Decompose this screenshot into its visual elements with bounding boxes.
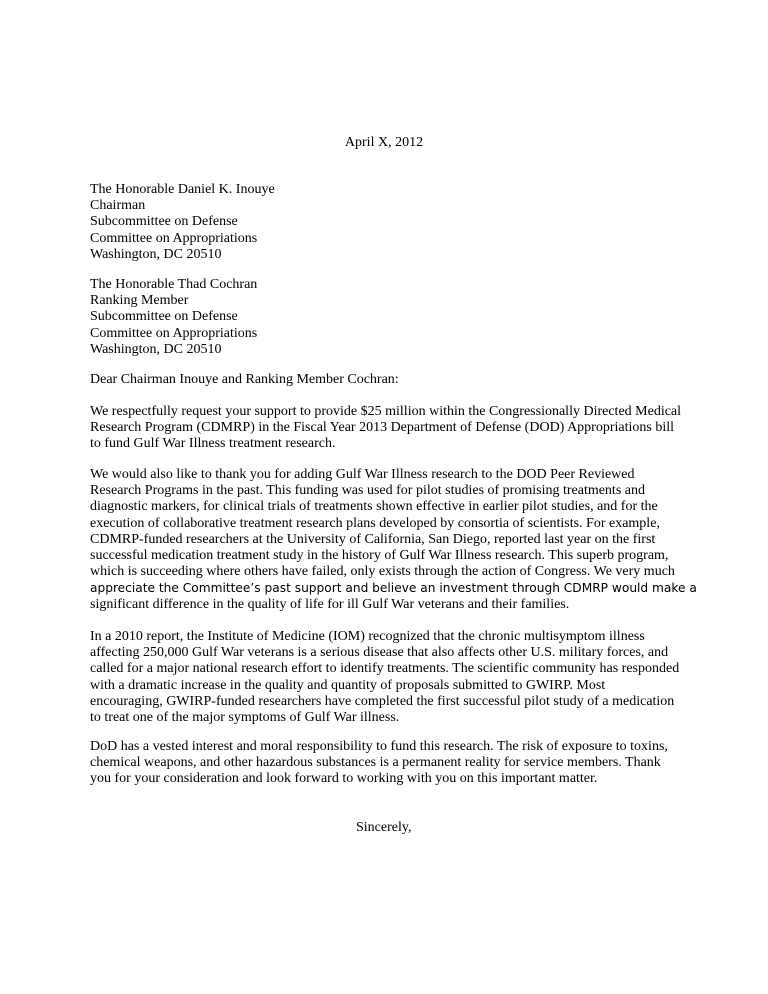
recipient-address-cochran xyxy=(90,277,690,358)
paragraph-line: with a dramatic increase in the quality and quantity of proposals submitted to GWIRP. Most xyxy=(90,677,606,693)
recipient-committee: Committee on Appropriations xyxy=(90,230,258,246)
paragraph-line: execution of collaborative treatment research plans developed by consortia of scientists. For example, xyxy=(90,515,660,531)
paragraph-line: appreciate the Committee’s past support and believe an investment through CDMRP would make a xyxy=(90,581,697,596)
body-paragraph-funding-request xyxy=(90,404,690,453)
paragraph-line: encouraging, GWIRP-funded researchers have completed the first successful pilot study of a medication xyxy=(90,693,675,709)
paragraph-line: CDMRP-funded researchers at the University of California, San Diego, reported last year on the first xyxy=(90,531,656,547)
paragraph-line: DoD has a vested interest and moral responsibility to fund this research. The risk of exposure to toxins, xyxy=(90,739,668,754)
recipient-subcommittee: Subcommittee on Defense xyxy=(90,214,238,230)
paragraph-line: significant difference in the quality of life for ill Gulf War veterans and their families. xyxy=(90,596,570,612)
recipient-subcommittee: Subcommittee on Defense xyxy=(90,309,238,325)
paragraph-line: which is succeeding where others have failed, only exists through the action of Congress. We very much xyxy=(90,564,675,580)
recipient-name: The Honorable Daniel K. Inouye xyxy=(90,182,275,197)
paragraph-line: to fund Gulf War Illness treatment research. xyxy=(90,436,336,452)
paragraph-line: you for your consideration and look forward to working with you on this important matter. xyxy=(90,771,598,787)
recipient-city: Washington, DC 20510 xyxy=(90,246,222,262)
closing: Sincerely, xyxy=(356,820,412,835)
paragraph-line: affecting 250,000 Gulf War veterans is a serious disease that also affects other U.S. military forces, and xyxy=(90,645,669,661)
paragraph-line: called for a major national research effort to identify treatments. The scientific community has responded xyxy=(90,661,680,677)
recipient-address-inouye xyxy=(90,182,690,263)
body-paragraph-responsibility xyxy=(90,739,690,788)
salutation: Dear Chairman Inouye and Ranking Member Cochran: xyxy=(90,372,399,387)
paragraph-line: In a 2010 report, the Institute of Medicine (IOM) recognized that the chronic multisymptom illness xyxy=(90,629,645,644)
recipient-name: The Honorable Thad Cochran xyxy=(90,277,258,292)
recipient-title: Ranking Member xyxy=(90,293,189,309)
paragraph-line: We would also like to thank you for adding Gulf War Illness research to the DOD Peer Reviewed xyxy=(90,467,635,482)
paragraph-line: to treat one of the major symptoms of Gulf War illness. xyxy=(90,710,400,726)
recipient-city: Washington, DC 20510 xyxy=(90,341,222,357)
paragraph-line: successful medication treatment study in the history of Gulf War Illness research. This superb program, xyxy=(90,548,669,564)
recipient-committee: Committee on Appropriations xyxy=(90,325,258,341)
body-paragraph-iom-report xyxy=(90,629,690,726)
recipient-title: Chairman xyxy=(90,198,146,214)
paragraph-line: Research Programs in the past. This funding was used for pilot studies of promising treatments and xyxy=(90,483,645,499)
paragraph-line: diagnostic markers, for clinical trials of treatments shown effective in earlier pilot studies, and for the xyxy=(90,499,658,515)
paragraph-line: We respectfully request your support to provide $25 million within the Congressionally Directed Medical xyxy=(90,404,682,419)
paragraph-line: Research Program (CDMRP) in the Fiscal Year 2013 Department of Defense (DOD) Appropriations bill xyxy=(90,420,675,436)
paragraph-line: chemical weapons, and other hazardous substances is a permanent reality for service members. Thank xyxy=(90,755,661,771)
body-paragraph-thanks xyxy=(90,467,697,613)
letter-date: April X, 2012 xyxy=(344,135,424,150)
